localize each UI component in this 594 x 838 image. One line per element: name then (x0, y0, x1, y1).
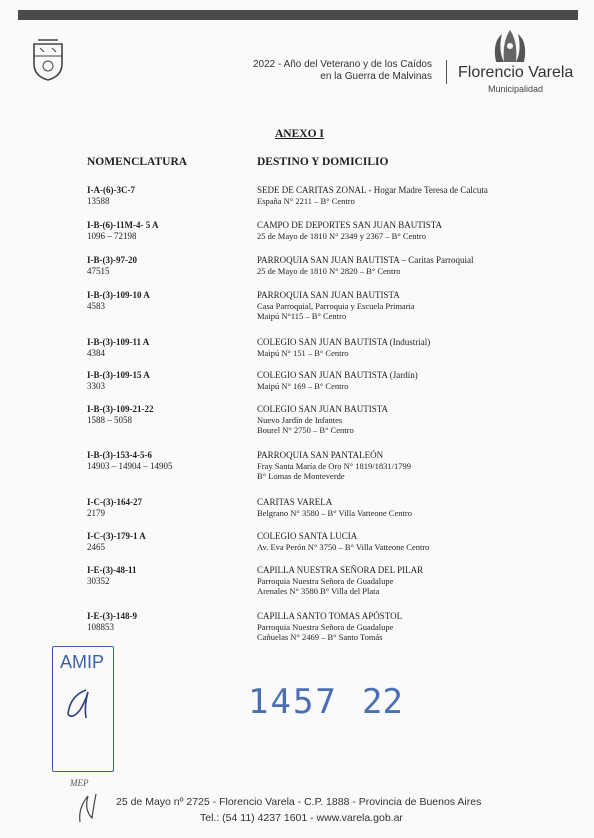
destination-address-line: Belgrano N° 3580 – B° Villa Vatteone Centro (257, 507, 412, 518)
nomenclature-cell (87, 404, 247, 425)
stamp-label: AMIP (60, 652, 105, 672)
destination-name: CAPILLA NUESTRA SEÑORA DEL PILAR (257, 565, 424, 575)
year-motto-line1: 2022 - Año del Veterano y de los Caídos (252, 59, 432, 70)
nomenclature-code: I-A-(6)-3C-7 (87, 185, 135, 195)
parcel-number: 2465 (87, 541, 105, 552)
coat-of-arms-icon (30, 38, 66, 82)
margin-note: MEP (70, 778, 89, 788)
parcel-number: 1588 – 5058 (87, 414, 132, 425)
destination-address-line: B° Lomas de Monteverde (257, 471, 345, 481)
destination-address-line: Parroquia Nuestra Señora de Guadalupe (257, 575, 394, 586)
destination-address-line: 25 de Mayo de 1810 N° 2820 – B° Centro (257, 265, 401, 276)
destination-cell (257, 531, 577, 552)
destination-name: COLEGIO SAN JUAN BAUTISTA (Industrial) (257, 337, 431, 347)
nomenclature-cell (87, 337, 247, 358)
nomenclature-code: I-E-(3)-148-9 (87, 611, 137, 621)
nomenclature-cell (87, 220, 247, 241)
destination-name: PARROQUIA SAN JUAN BAUTISTA (257, 290, 400, 300)
column-header-nomenclatura: NOMENCLATURA (87, 156, 188, 168)
nomenclature-cell (87, 450, 247, 471)
nomenclature-code: I-B-(3)-109-10 A (87, 290, 150, 300)
parcel-number: 4384 (87, 347, 105, 358)
column-header-destino: DESTINO Y DOMICILIO (257, 156, 389, 168)
destination-cell (257, 337, 577, 358)
municipality-logo-icon (488, 28, 532, 64)
brand-subtitle: Municipalidad (488, 84, 544, 94)
nomenclature-cell (87, 185, 247, 206)
footer-contact: Tel.: (54 11) 4237 1601 - www.varela.gob.ar (200, 812, 403, 824)
destination-cell (257, 370, 577, 391)
footer-address: 25 de Mayo nº 2725 - Florencio Varela - C.P. 1888 - Provincia de Buenos Aires (116, 796, 482, 808)
destination-address-line: Fray Santa María de Oro N° 1819/1831/1799 (257, 460, 412, 471)
destination-address-line: Casa Parroquial, Parroquia y Escuela Primaria (257, 300, 415, 311)
nomenclature-cell (87, 255, 247, 276)
destination-address-line: Maipú N° 151 – B° Centro (257, 347, 349, 358)
nomenclature-code: I-B-(3)-153-4-5-6 (87, 450, 152, 460)
destination-name: COLEGIO SANTA LUCIA (257, 531, 358, 541)
nomenclature-code: I-B-(3)-109-15 A (87, 370, 150, 380)
destination-cell (257, 220, 577, 241)
nomenclature-cell (87, 611, 247, 632)
destination-cell (257, 290, 577, 322)
destination-cell (257, 185, 577, 206)
parcel-number: 30352 (87, 575, 110, 586)
handwritten-number-year: 22 (362, 682, 403, 722)
scan-top-border (18, 10, 578, 20)
destination-name: CAPILLA SANTO TOMAS APÓSTOL (257, 611, 403, 621)
parcel-number: 13588 (87, 195, 110, 206)
handwritten-number-main: 1457 (248, 682, 338, 722)
margin-signature-icon (74, 790, 100, 824)
nomenclature-cell (87, 497, 247, 518)
destination-address-line: Parroquia Nuestra Señora de Guadalupe (257, 621, 394, 632)
destination-address-line: Av. Eva Perón N° 3750 – B° Villa Vatteone Centro (257, 541, 430, 552)
parcel-number: 108853 (87, 621, 114, 632)
destination-cell (257, 255, 577, 276)
nomenclature-code: I-B-(3)-109-21-22 (87, 404, 154, 414)
destination-address-line: Nuevo Jardín de Infantes (257, 414, 343, 425)
destination-name: CAMPO DE DEPORTES SAN JUAN BAUTISTA (257, 220, 443, 230)
destination-name: CARITAS VARELA (257, 497, 333, 507)
nomenclature-code: I-E-(3)-48-11 (87, 565, 137, 575)
year-motto (253, 59, 432, 83)
destination-address-line: Maipú N°115 – B° Centro (257, 311, 347, 321)
destination-name: PARROQUIA SAN PANTALEÓN (257, 450, 384, 460)
parcel-number: 4583 (87, 300, 105, 311)
destination-name: COLEGIO SAN JUAN BAUTISTA (Jardín) (257, 370, 418, 380)
destination-address-line: Maipú N° 169 – B° Centro (257, 380, 349, 391)
destination-cell (257, 565, 577, 597)
nomenclature-code: I-C-(3)-164-27 (87, 497, 142, 507)
destination-address-line: España N° 2211 – B° Centro (257, 195, 355, 206)
destination-cell (257, 450, 577, 482)
destination-address-line: 25 de Mayo de 1810 N° 2349 y 2367 – B° Centro (257, 230, 426, 241)
header-divider (446, 60, 447, 84)
parcel-number: 14903 – 14904 – 14905 (87, 460, 173, 471)
destination-cell (257, 611, 577, 643)
stamp-initial-signature-icon (62, 686, 98, 722)
brand-name: Florencio Varela (458, 64, 574, 81)
destination-name: PARROQUIA SAN JUAN BAUTISTA – Caritas Parroquial (257, 255, 474, 265)
parcel-number: 2179 (87, 507, 105, 518)
parcel-number: 1096 – 72198 (87, 230, 137, 241)
nomenclature-cell (87, 290, 247, 311)
nomenclature-cell (87, 565, 247, 586)
destination-name: SEDE DE CARITAS ZONAL - Hogar Madre Teresa de Calcuta (257, 185, 488, 195)
parcel-number: 47515 (87, 265, 110, 276)
destination-address-line: Arenales N° 3580 B° Villa del Plata (257, 586, 380, 596)
document-title: ANEXO I (275, 128, 324, 140)
nomenclature-code: I-C-(3)-179-1 A (87, 531, 146, 541)
destination-name: COLEGIO SAN JUAN BAUTISTA (257, 404, 389, 414)
parcel-number: 3303 (87, 380, 105, 391)
nomenclature-cell (87, 531, 247, 552)
destination-cell (257, 497, 577, 518)
nomenclature-code: I-B-(3)-97-20 (87, 255, 137, 265)
nomenclature-code: I-B-(6)-11M-4- 5 A (87, 220, 159, 230)
destination-address-line: Cañuelas N° 2469 – B° Santo Tomás (257, 632, 383, 642)
nomenclature-cell (87, 370, 247, 391)
nomenclature-code: I-B-(3)-109-11 A (87, 337, 150, 347)
destination-cell (257, 404, 577, 436)
destination-address-line: Bourel N° 2750 – B° Centro (257, 425, 354, 435)
year-motto-line2: en la Guerra de Malvinas (320, 71, 432, 82)
